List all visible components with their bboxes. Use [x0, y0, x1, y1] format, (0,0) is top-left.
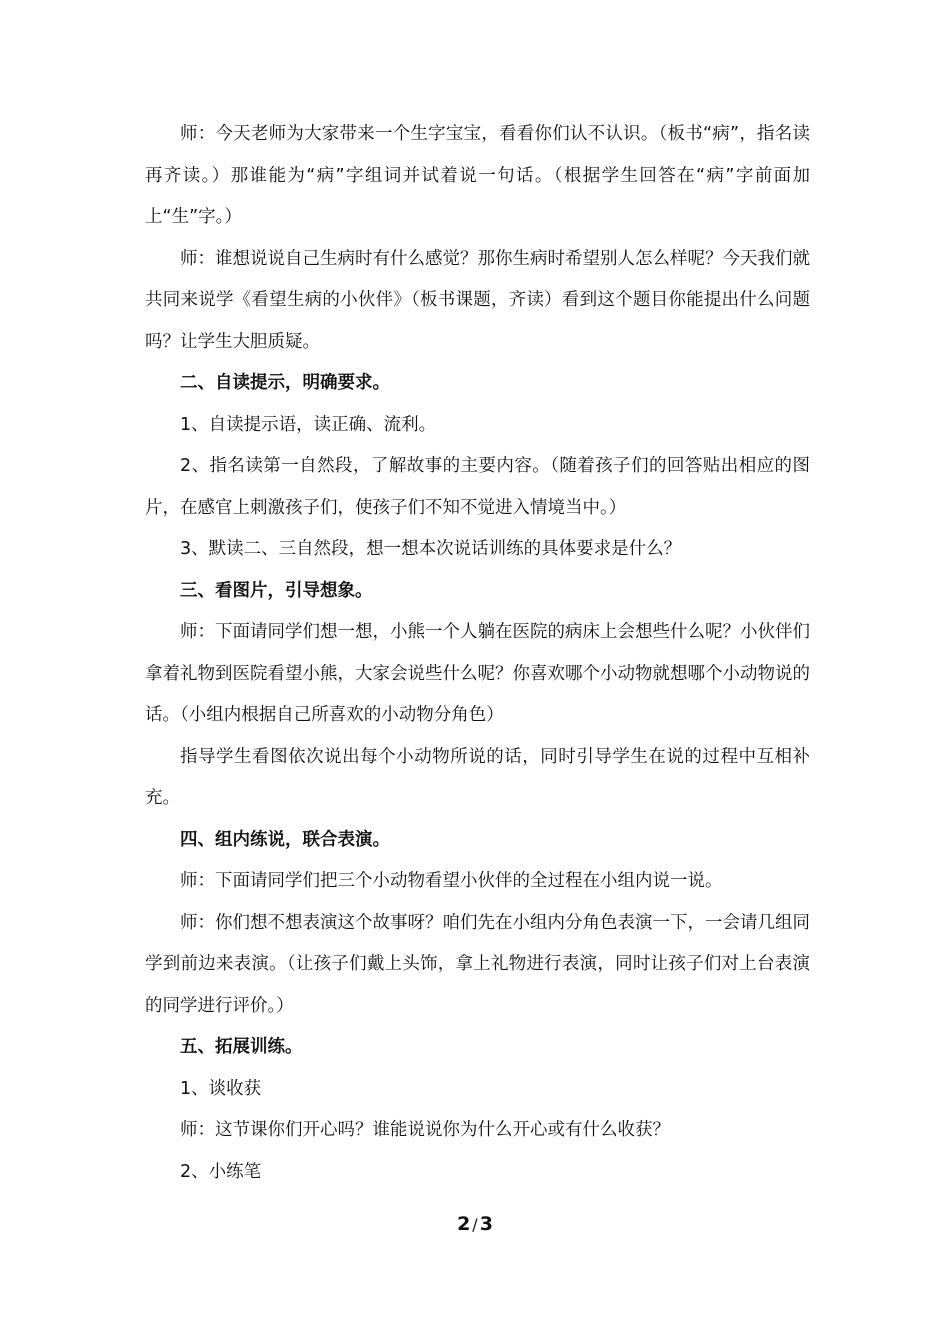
- paragraph: 师：下面请同学们把三个小动物看望小伙伴的全过程在小组内说一说。: [180, 871, 723, 891]
- page-number: [0, 1213, 950, 1235]
- paragraph: 1、自读提示语，读正确、流利。: [180, 414, 437, 435]
- paragraph: 师：下面请同学们想一想，小熊一个人躺在医院的病床上会想些什么呢？小伙伴们拿着礼物到医院看望小熊，大家会说些什么呢？你喜欢哪个小动物就想哪个小动物说的话。（小组内根据自己所喜欢的小动物分角色）: [145, 622, 810, 725]
- paragraph: 师：这节课你们开心吗？谁能说说你为什么开心或有什么收获？: [180, 1120, 670, 1140]
- total-page-count: 3: [479, 1213, 493, 1235]
- page-number-separator: /: [472, 1215, 478, 1234]
- paragraph: 1、谈收获: [180, 1078, 262, 1099]
- paragraph: 2、指名读第一自然段，了解故事的主要内容。（随着孩子们的回答贴出相应的图片，在感官上刺激孩子们，使孩子们不知不觉进入情境当中。）: [145, 456, 810, 518]
- paragraph: 师：谁想说说自己生病时有什么感觉？那你生病时希望别人怎么样呢？今天我们就共同来说学《看望生病的小伙伴》（板书课题，齐读）看到这个题目你能提出什么问题吗？让学生大胆质疑。: [145, 248, 810, 352]
- section-heading: 二、自读提示，明确要求。: [180, 373, 390, 393]
- paragraph: 2、小练笔: [180, 1161, 262, 1182]
- document-body: [145, 114, 810, 1193]
- paragraph: 师：你们想不想表演这个故事呀？咱们先在小组内分角色表演一下，一会请几组同学到前边来表演。（让孩子们戴上头饰，拿上礼物进行表演，同时让孩子们对上台表演的同学进行评价。）: [145, 912, 810, 1016]
- section-heading: 三、看图片，引导想象。: [180, 580, 373, 601]
- section-heading: 五、拓展训练。: [180, 1037, 303, 1057]
- current-page-number: 2: [457, 1213, 471, 1235]
- paragraph: 3、默读二、三自然段，想一想本次说话训练的具体要求是什么？: [180, 539, 682, 559]
- paragraph: 指导学生看图依次说出每个小动物所说的话，同时引导学生在说的过程中互相补充。: [145, 746, 810, 808]
- section-heading: 四、组内练说，联合表演。: [180, 829, 390, 850]
- paragraph: 师：今天老师为大家带来一个生字宝宝，看看你们认不认识。（板书“病”，指名读再齐读。）那谁能为“病”字组词并试着说一句话。（根据学生回答在“病”字前面加上“生”字。）: [145, 124, 810, 227]
